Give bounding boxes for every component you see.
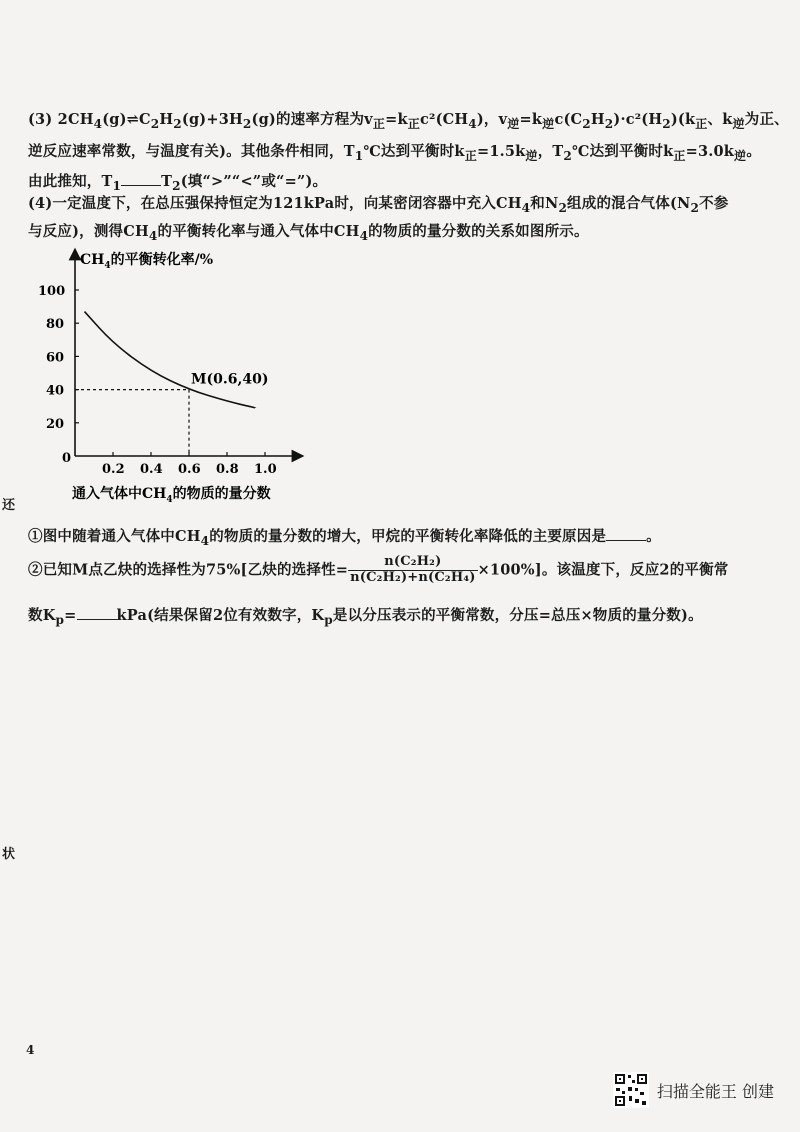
- sub2-line2: 数$K_p= kPa$(结果保留2位有效数字，$K_p$是以分压表示的平衡常数，分压=总压×物质的量分数)。: [28, 607, 703, 627]
- x-tick-label: 0.4: [140, 462, 163, 477]
- x-tick-label: 0.8: [216, 462, 239, 477]
- x-tick-label: 1.0: [254, 462, 277, 477]
- y-axis-label: $CH_4$的平衡转化率/%: [80, 252, 214, 271]
- q3-line1: (3) $2CH_4(g)\rightleftharpoons C_2H_2(g)+3H_2(g)$的速率方程为$v_正=k_正c^2(CH_4)$，$v_逆=k_逆c(C_2H_2)\cdot c^2(H_2)(k_正$、$k_逆$为正、: [28, 111, 789, 131]
- conversion-curve: [85, 312, 256, 408]
- point-m-label: M(0.6,40): [191, 371, 269, 388]
- scanner-footer: [613, 1072, 774, 1108]
- y-tick-label: 80: [46, 317, 65, 333]
- x-axis-label: 通入气体中$CH_4$的物质的量分数: [72, 486, 271, 505]
- y-tick-label: 40: [46, 383, 65, 399]
- answer-blank-sub1[interactable]: [606, 528, 646, 541]
- q3-line3: 由此推知，$T_1$ $T_2$(填“>”“<”或“=”)。: [28, 173, 328, 193]
- y-tick-label: 60: [46, 350, 65, 366]
- y-tick-label: 100: [38, 284, 66, 299]
- sub2-line1: ②已知M点乙炔的选择性为75%[乙炔的选择性= $\frac{\text{n(C₂H₂)}}{\text{n(C₂H₂)+n(C₂H₄)}}$ ×100%]。该温度下，反应2的平衡常: [28, 554, 729, 585]
- answer-blank-q3[interactable]: [121, 173, 161, 186]
- margin-char-2: 状: [2, 847, 16, 862]
- equilibrium-arrow-icon: ⇌: [126, 111, 140, 128]
- origin-label: 0: [62, 451, 72, 466]
- scanner-label: 扫描全能王 创建: [656, 1081, 774, 1101]
- sub1-line: ①图中随着通入气体中$CH_4$的物质的量分数的增大，甲烷的平衡转化率降低的主要原因是 。: [28, 528, 661, 548]
- q4-line1: (4)一定温度下，在总压强保持恒定为121kPa时，向某密闭容器中充入$CH_4$和$N_2$组成的混合气体($N_2$不参: [28, 195, 729, 215]
- margin-char-1: 还: [2, 498, 16, 513]
- page-number: 4: [26, 1043, 35, 1057]
- x-tick-label: 0.6: [178, 462, 201, 477]
- y-tick-label: 20: [46, 416, 65, 432]
- answer-blank-kp[interactable]: [77, 607, 117, 620]
- q4-line2: 与反应)，测得$CH_4$的平衡转化率与通入气体中$CH_4$的物质的量分数的关系如图所示。: [28, 223, 589, 243]
- q3-line2: 逆反应速率常数，与温度有关)。其他条件相同，$T_1℃$达到平衡时$k_正=1.5k_逆$，$T_2℃$达到平衡时$k_正=3.0k_逆$。: [28, 143, 762, 163]
- conversion-chart: [38, 248, 350, 508]
- selectivity-fraction: $\frac{\text{n(C₂H₂)}}{\text{n(C₂H₂)+n(C₂H₄)}}$: [350, 554, 476, 585]
- x-tick-label: 0.2: [102, 462, 125, 477]
- qr-code-icon: [613, 1072, 649, 1108]
